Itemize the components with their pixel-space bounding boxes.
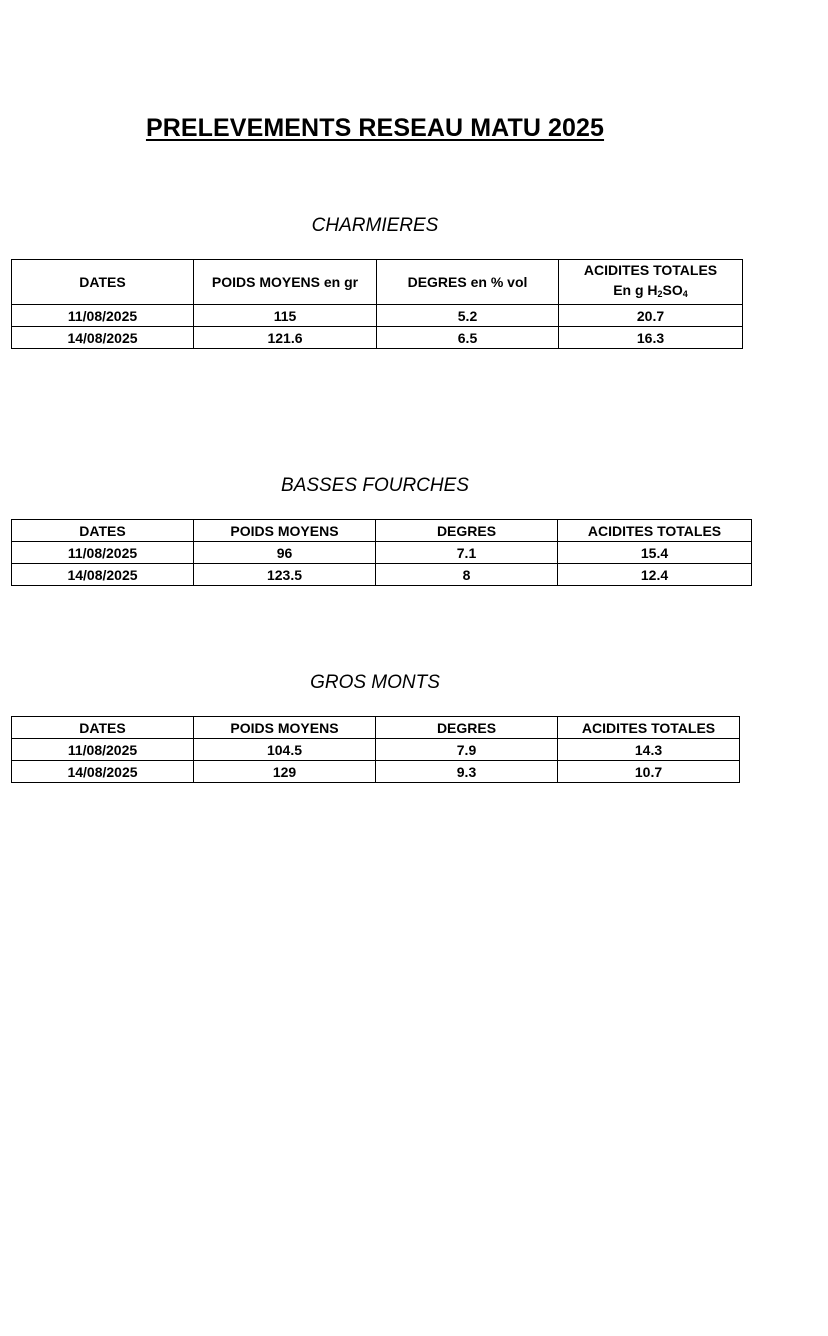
cell-date: 11/08/2025 bbox=[12, 305, 194, 327]
cell-poids: 104.5 bbox=[194, 739, 376, 761]
col-header-degres: DEGRES en % vol bbox=[377, 260, 559, 305]
cell-acidites: 14.3 bbox=[558, 739, 740, 761]
acidites-unit: En g $H_2SO_4$ bbox=[613, 282, 688, 299]
table-basses-fourches bbox=[11, 519, 752, 586]
cell-date: 11/08/2025 bbox=[12, 739, 194, 761]
cell-acidites: 16.3 bbox=[559, 327, 743, 349]
cell-degres: 7.1 bbox=[376, 542, 558, 564]
table-row bbox=[12, 564, 752, 586]
cell-acidites: 10.7 bbox=[558, 761, 740, 783]
cell-acidites: 20.7 bbox=[559, 305, 743, 327]
cell-degres: 8 bbox=[376, 564, 558, 586]
table-header-row bbox=[12, 520, 752, 542]
col-header-poids: POIDS MOYENS bbox=[194, 520, 376, 542]
cell-date: 14/08/2025 bbox=[12, 564, 194, 586]
table-header-row bbox=[12, 260, 743, 305]
table-row bbox=[12, 305, 743, 327]
section-heading-basses-fourches: BASSES FOURCHES bbox=[281, 475, 469, 496]
col-header-dates: DATES bbox=[12, 520, 194, 542]
cell-poids: 129 bbox=[194, 761, 376, 783]
cell-date: 11/08/2025 bbox=[12, 542, 194, 564]
section-heading-gros-monts: GROS MONTS bbox=[310, 672, 440, 693]
table-charmieres bbox=[11, 259, 743, 349]
cell-acidites: 12.4 bbox=[558, 564, 752, 586]
section-heading-charmieres: CHARMIERES bbox=[311, 215, 439, 236]
cell-degres: 5.2 bbox=[377, 305, 559, 327]
col-header-poids: POIDS MOYENS en gr bbox=[194, 260, 377, 305]
col-header-acidites: ACIDITES TOTALES bbox=[558, 520, 752, 542]
col-header-acidites: ACIDITES TOTALES bbox=[558, 717, 740, 739]
col-header-dates: DATES bbox=[12, 260, 194, 305]
table-row bbox=[12, 327, 743, 349]
table-row bbox=[12, 761, 740, 783]
acidites-label: ACIDITES TOTALES bbox=[583, 262, 718, 278]
col-header-degres: DEGRES bbox=[376, 520, 558, 542]
document-title: PRELEVEMENTS RESEAU MATU 2025 bbox=[145, 114, 605, 142]
col-header-poids: POIDS MOYENS bbox=[194, 717, 376, 739]
cell-poids: 121.6 bbox=[194, 327, 377, 349]
cell-degres: 7.9 bbox=[376, 739, 558, 761]
col-header-dates: DATES bbox=[12, 717, 194, 739]
cell-degres: 9.3 bbox=[376, 761, 558, 783]
table-gros-monts bbox=[11, 716, 740, 783]
table-header-row bbox=[12, 717, 740, 739]
cell-degres: 6.5 bbox=[377, 327, 559, 349]
cell-date: 14/08/2025 bbox=[12, 761, 194, 783]
table-row bbox=[12, 739, 740, 761]
cell-poids: 123.5 bbox=[194, 564, 376, 586]
cell-acidites: 15.4 bbox=[558, 542, 752, 564]
col-header-degres: DEGRES bbox=[376, 717, 558, 739]
cell-poids: 115 bbox=[194, 305, 377, 327]
table-row bbox=[12, 542, 752, 564]
cell-date: 14/08/2025 bbox=[12, 327, 194, 349]
col-header-acidites bbox=[559, 260, 743, 305]
cell-poids: 96 bbox=[194, 542, 376, 564]
